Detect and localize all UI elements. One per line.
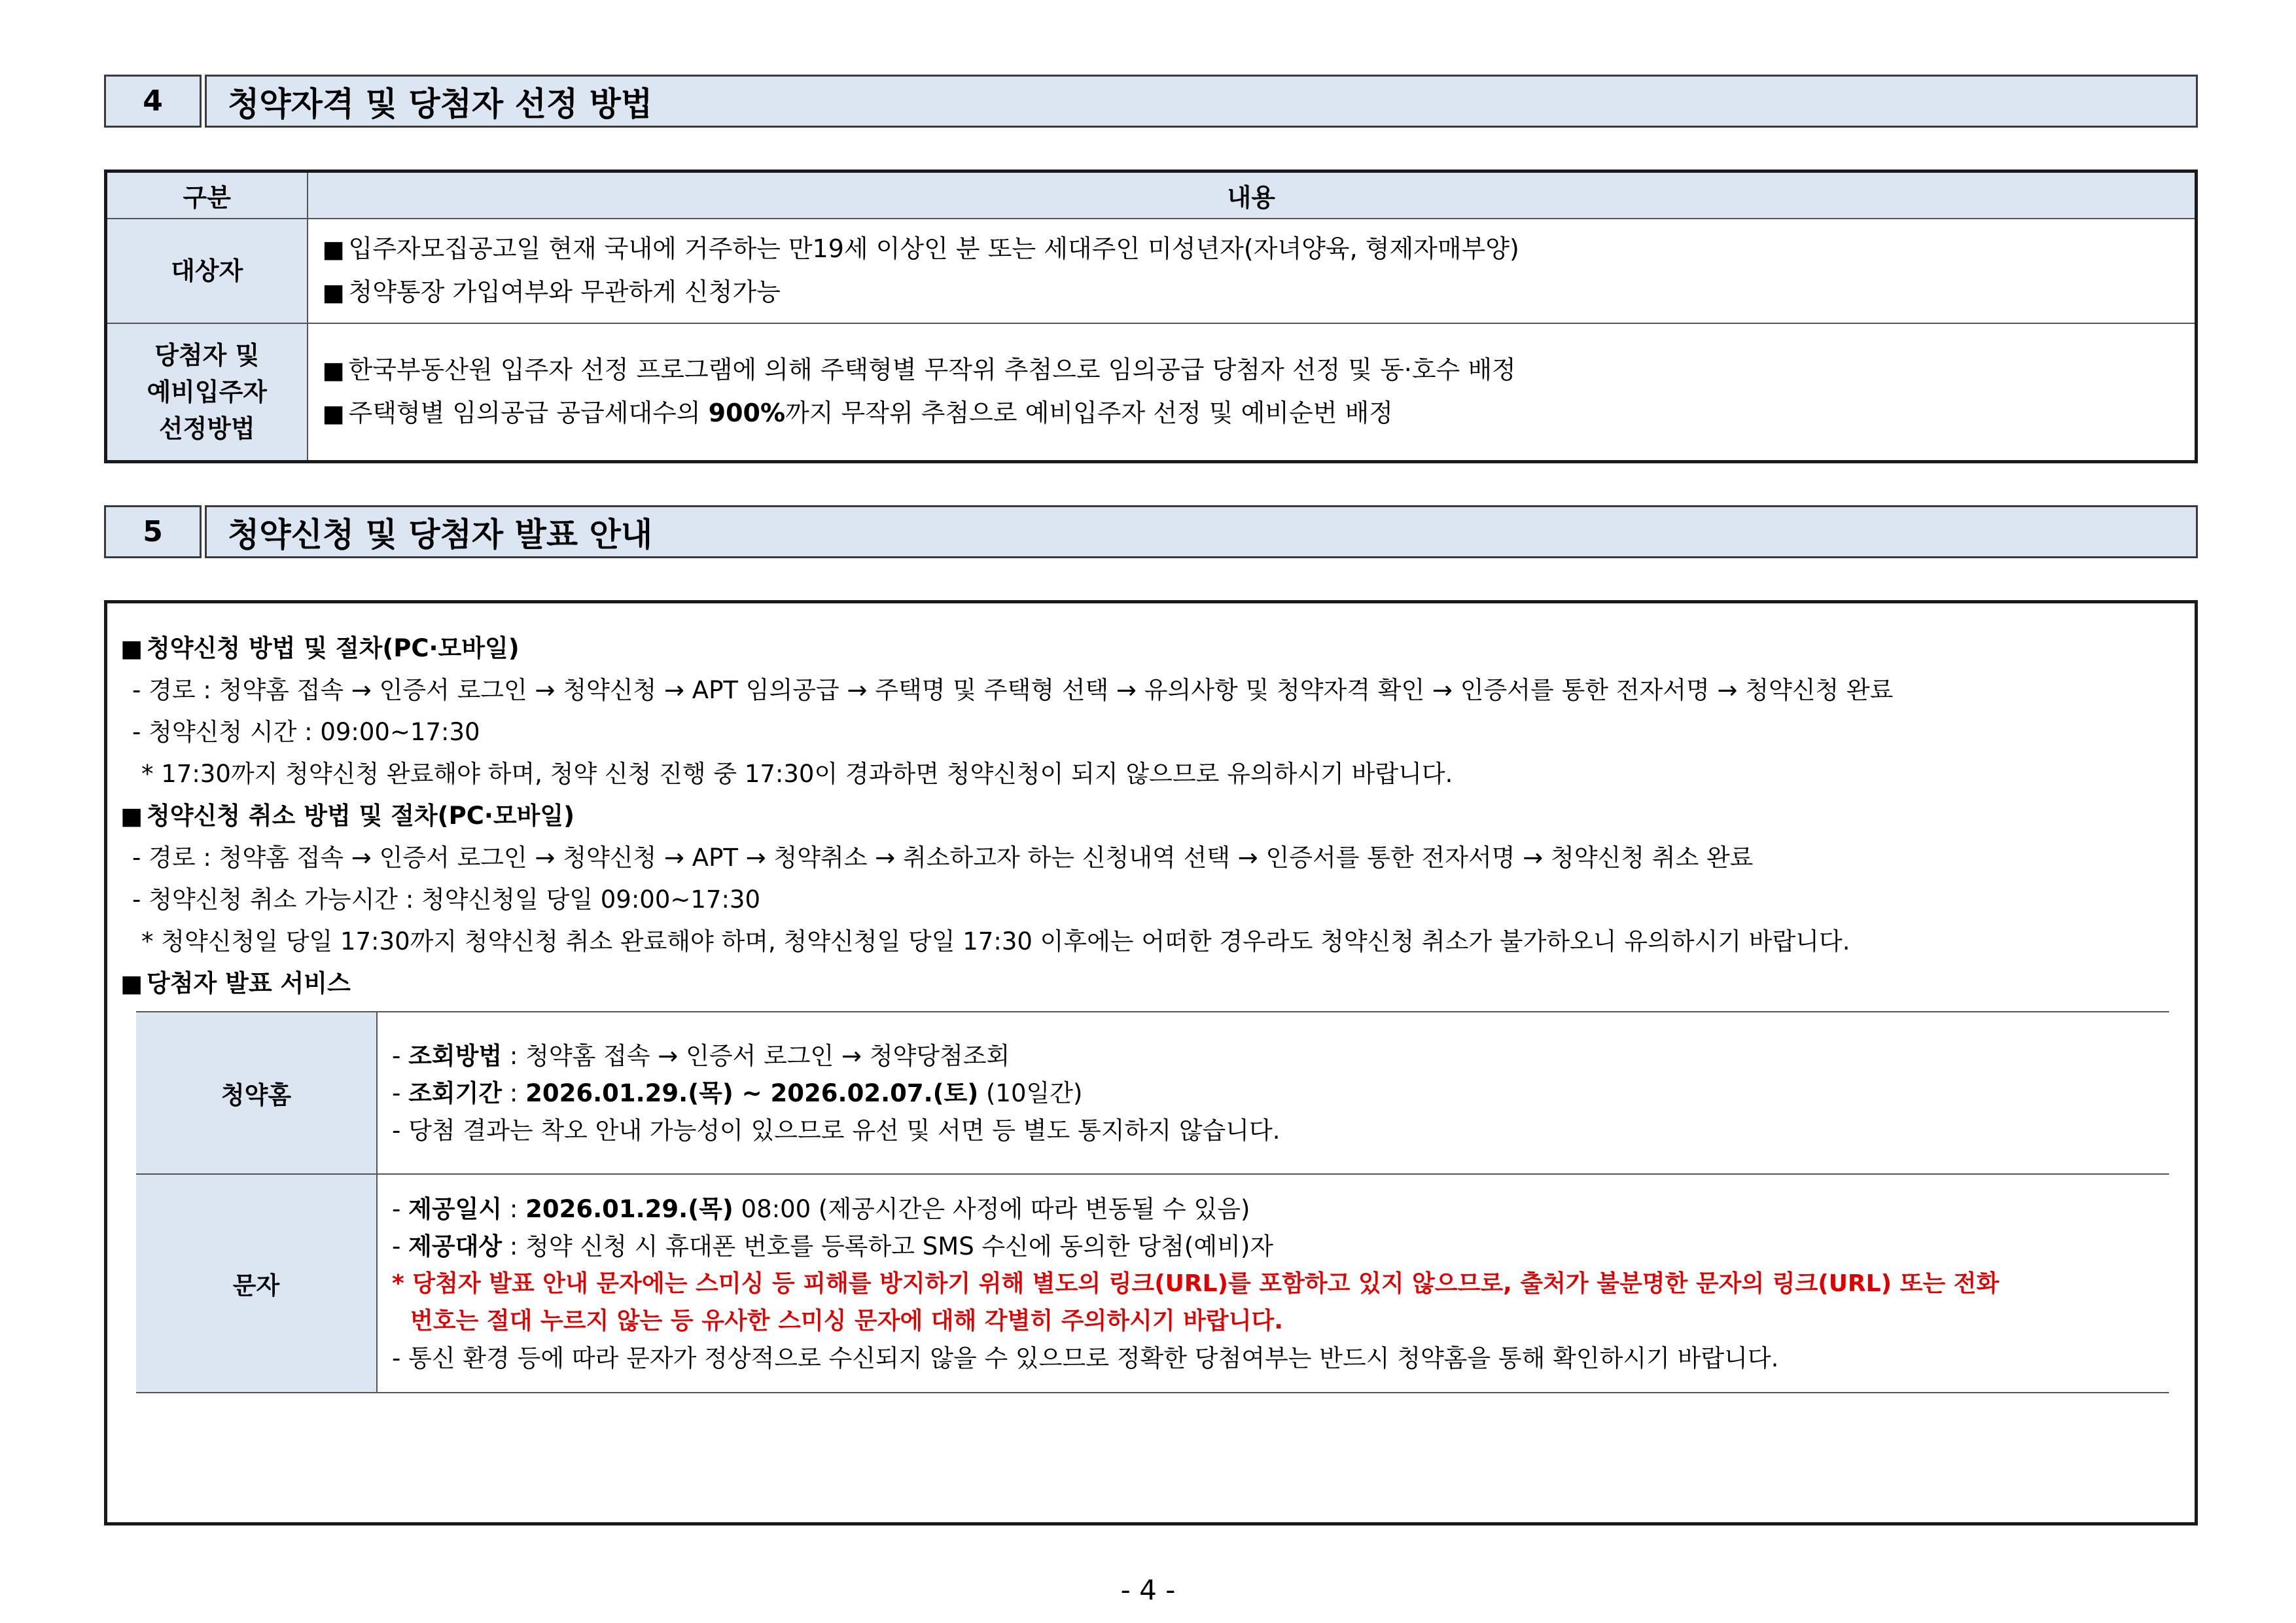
info-line: - 청약신청 취소 가능시간 : 청약신청일 당일 09:00~17:30 <box>132 885 761 914</box>
item-text: 청약통장 가입여부와 무관하게 신청가능 <box>348 277 781 306</box>
list-item <box>323 392 2195 435</box>
application-info-box <box>104 600 2198 1525</box>
service-line: - 제공일시 : 2026.01.29.(목) 08:00 (제공시간은 사정에 따라 변동될 수 있음) <box>392 1194 1250 1223</box>
label-line: 선정방법 <box>158 414 255 443</box>
item-text: 까지 무작위 추첨으로 예비입주자 선정 및 예비순번 배정 <box>785 398 1393 427</box>
label-line: 예비입주자 <box>147 377 268 406</box>
subheading-text: 청약신청 취소 방법 및 절차(PC·모바일) <box>147 802 575 830</box>
eligibility-table <box>104 169 2198 463</box>
field-value: 08:00 (제공시간은 사정에 따라 변동될 수 있음) <box>733 1194 1250 1223</box>
table-header-row <box>106 171 2197 219</box>
row-label-target: 대상자 <box>106 219 308 323</box>
info-line: - 경로 : 청약홈 접속 → 인증서 로그인 → 청약신청 → APT 임의공급 → 주택명 및 주택형 선택 → 유의사항 및 청약자격 확인 → 인증서를 통한 전자서명 → 청약신청 완료 <box>132 676 1894 704</box>
subheading-cancel <box>120 796 574 831</box>
service-line: - 제공대상 : 청약 신청 시 휴대폰 번호를 등록하고 SMS 수신에 동의한 당첨(예비)자 <box>392 1232 1273 1260</box>
warning-line: * 당첨자 발표 안내 문자에는 스미싱 등 피해를 방지하기 위해 별도의 링크(URL)를 포함하고 있지 않으므로, 출처가 불분명한 문자의 링크(URL) 또는 전화 <box>392 1270 2000 1297</box>
section-4-title: 청약자격 및 당첨자 선정 방법 <box>205 75 2198 128</box>
service-line: - 통신 환경 등에 따라 문자가 정상적으로 수신되지 않을 수 있으므로 정확한 당첨여부는 반드시 청약홈을 통해 확인하시기 바랍니다. <box>392 1344 1779 1372</box>
subheading-text: 당첨자 발표 서비스 <box>147 969 351 997</box>
announcement-service-table <box>136 1011 2169 1393</box>
row-label-sms: 문자 <box>136 1174 377 1393</box>
row-content-sms <box>377 1174 2169 1393</box>
field-label: 조회방법 <box>408 1041 503 1070</box>
col-header-category: 구분 <box>106 171 308 219</box>
field-label: 제공일시 <box>408 1194 503 1223</box>
item-text-bold: 900% <box>708 398 786 427</box>
warning-line: 번호는 절대 누르지 않는 등 유사한 스미싱 문자에 대해 각별히 주의하시기 바랍니다. <box>410 1307 1283 1334</box>
table-row-selection <box>106 323 2197 462</box>
bullet-icon: ■ <box>322 400 345 427</box>
bullet-icon: ■ <box>120 635 143 662</box>
bullet-icon: ■ <box>120 971 143 997</box>
service-line: - 조회기간 : 2026.01.29.(목) ~ 2026.02.07.(토) (10일간) <box>392 1079 1083 1107</box>
note-line: * 17:30까지 청약신청 완료해야 하며, 청약 신청 진행 중 17:30이 경과하면 청약신청이 되지 않으므로 유의하시기 바랍니다. <box>141 760 1453 788</box>
table-row-target <box>106 219 2197 323</box>
table-row-homepage <box>136 1012 2169 1174</box>
section-5-number: 5 <box>104 505 202 558</box>
item-text: 주택형별 임의공급 공급세대수의 <box>348 398 709 427</box>
row-content-selection <box>308 323 2197 462</box>
service-line: - 당첨 결과는 착오 안내 가능성이 있으므로 유선 및 서면 등 별도 통지하지 않습니다. <box>392 1116 1280 1145</box>
item-text: 한국부동산원 입주자 선정 프로그램에 의해 주택형별 무작위 추첨으로 임의공급 당첨자 선정 및 동·호수 배정 <box>348 355 1516 384</box>
list-item <box>323 271 2195 314</box>
row-content-target <box>308 219 2197 323</box>
row-label-homepage: 청약홈 <box>136 1012 377 1174</box>
info-line: - 경로 : 청약홈 접속 → 인증서 로그인 → 청약신청 → APT → 청약취소 → 취소하고자 하는 신청내역 선택 → 인증서를 통한 전자서명 → 청약신청 취소 완료 <box>132 844 1754 872</box>
field-label: 조회기간 <box>408 1079 503 1107</box>
section-4-number: 4 <box>104 75 202 128</box>
item-text: 입주자모집공고일 현재 국내에 거주하는 만19세 이상인 분 또는 세대주인 미성년자(자녀양육, 형제자매부양) <box>348 234 1519 263</box>
col-header-content: 내용 <box>308 171 2197 219</box>
row-label-selection <box>106 323 308 462</box>
note-line: * 청약신청일 당일 17:30까지 청약신청 취소 완료해야 하며, 청약신청일 당일 17:30 이후에는 어떠한 경우라도 청약신청 취소가 불가하오니 유의하시기 바랍니다. <box>141 927 1850 955</box>
section-5-title: 청약신청 및 당첨자 발표 안내 <box>205 505 2198 558</box>
info-line: - 청약신청 시간 : 09:00~17:30 <box>132 718 480 746</box>
bullet-icon: ■ <box>322 357 345 384</box>
date-value: 2026.01.29.(목) <box>525 1194 733 1223</box>
service-line: - 조회방법 : 청약홈 접속 → 인증서 로그인 → 청약당첨조회 <box>392 1041 1010 1070</box>
page-number: - 4 - <box>1120 1574 1176 1606</box>
date-range: 2026.01.29.(목) ~ 2026.02.07.(토) <box>525 1079 979 1107</box>
label-line: 당첨자 및 <box>154 340 260 370</box>
bullet-icon: ■ <box>322 279 345 306</box>
table-row-sms <box>136 1174 2169 1393</box>
field-label: 제공대상 <box>408 1232 503 1260</box>
row-content-homepage <box>377 1012 2169 1174</box>
subheading-application <box>120 628 520 664</box>
list-item <box>323 349 2195 392</box>
bullet-icon: ■ <box>120 803 143 830</box>
list-item <box>323 228 2195 271</box>
subheading-announcement <box>120 963 351 999</box>
field-value: : 청약 신청 시 휴대폰 번호를 등록하고 SMS 수신에 동의한 당첨(예비)자 <box>502 1232 1273 1260</box>
subheading-text: 청약신청 방법 및 절차(PC·모바일) <box>147 634 520 662</box>
field-value: (10일간) <box>978 1079 1083 1107</box>
field-value: : 청약홈 접속 → 인증서 로그인 → 청약당첨조회 <box>502 1041 1010 1070</box>
bullet-icon: ■ <box>322 236 345 263</box>
